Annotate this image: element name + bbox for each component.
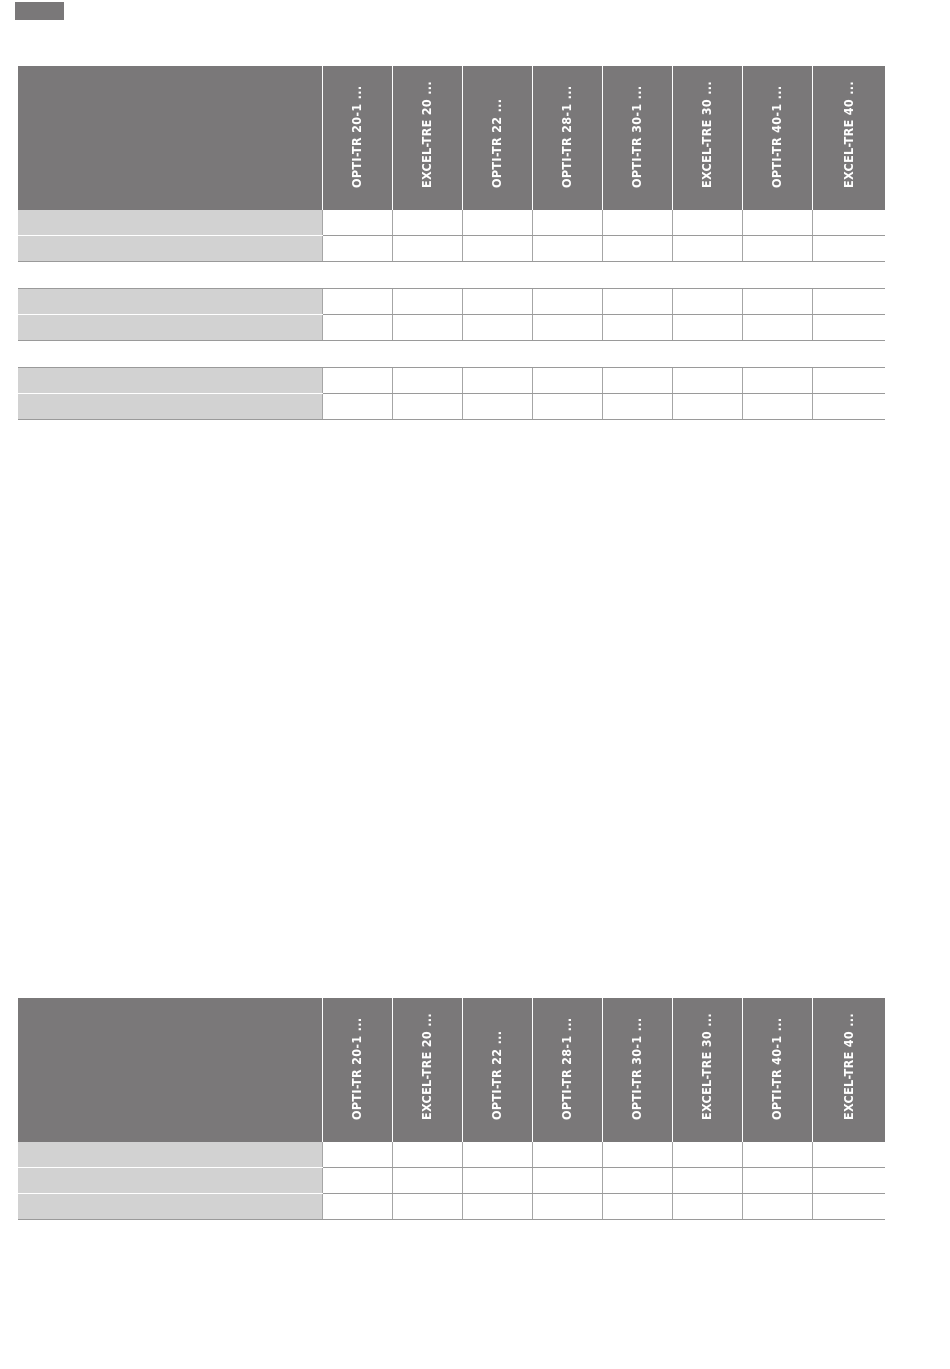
- column-header-label: EXCEL-TRE 20 ...: [419, 1013, 434, 1120]
- table-row: [18, 210, 885, 236]
- value-cell: [322, 1142, 392, 1168]
- value-cell: [742, 368, 812, 394]
- column-header-label: OPTI-TR 40-1 ...: [769, 1017, 784, 1120]
- value-cell: [742, 1168, 812, 1194]
- value-cell: [812, 394, 885, 420]
- value-cell: [602, 210, 672, 236]
- value-cell: [742, 236, 812, 262]
- value-cell: [462, 289, 532, 315]
- column-header: [392, 66, 462, 210]
- value-cell: [672, 1168, 742, 1194]
- row-label-cell: [18, 394, 322, 420]
- value-cell: [672, 1142, 742, 1168]
- value-cell: [602, 1194, 672, 1220]
- row-label-cell: [18, 210, 322, 236]
- row-label-cell: [18, 315, 322, 341]
- value-cell: [742, 394, 812, 420]
- column-header-label: OPTI-TR 28-1 ...: [559, 85, 574, 188]
- value-cell: [322, 1194, 392, 1220]
- value-cell: [812, 1142, 885, 1168]
- value-cell: [322, 210, 392, 236]
- table-row: [18, 236, 885, 262]
- column-header: [812, 998, 885, 1142]
- value-cell: [322, 236, 392, 262]
- column-header-label: OPTI-TR 20-1 ...: [349, 1017, 364, 1120]
- table-row: [18, 394, 885, 420]
- separator-cell: [18, 262, 885, 289]
- value-cell: [672, 368, 742, 394]
- value-cell: [462, 236, 532, 262]
- table-row: [18, 289, 885, 315]
- column-header: [672, 998, 742, 1142]
- row-label-cell: [18, 1168, 322, 1194]
- column-header: [462, 66, 532, 210]
- value-cell: [672, 289, 742, 315]
- value-cell: [322, 368, 392, 394]
- value-cell: [462, 1142, 532, 1168]
- table-row: [18, 368, 885, 394]
- value-cell: [322, 394, 392, 420]
- value-cell: [392, 210, 462, 236]
- value-cell: [532, 1142, 602, 1168]
- column-header-label: OPTI-TR 30-1 ...: [629, 1017, 644, 1120]
- column-header: [602, 998, 672, 1142]
- value-cell: [812, 236, 885, 262]
- table-body: [18, 1142, 885, 1220]
- value-cell: [602, 1142, 672, 1168]
- group-separator-row: [18, 341, 885, 368]
- column-header: [322, 998, 392, 1142]
- value-cell: [602, 289, 672, 315]
- spec-table-bottom: [18, 998, 885, 1220]
- value-cell: [602, 1168, 672, 1194]
- value-cell: [462, 315, 532, 341]
- column-header: [672, 66, 742, 210]
- value-cell: [812, 368, 885, 394]
- column-header-label: OPTI-TR 20-1 ...: [349, 85, 364, 188]
- column-header: [392, 998, 462, 1142]
- value-cell: [742, 315, 812, 341]
- group-separator-row: [18, 262, 885, 289]
- value-cell: [742, 1142, 812, 1168]
- value-cell: [392, 1142, 462, 1168]
- column-header-label: OPTI-TR 40-1 ...: [769, 85, 784, 188]
- value-cell: [392, 315, 462, 341]
- column-header-label: OPTI-TR 28-1 ...: [559, 1017, 574, 1120]
- value-cell: [392, 289, 462, 315]
- header-corner-cell: [18, 998, 322, 1142]
- column-header: [742, 66, 812, 210]
- value-cell: [742, 289, 812, 315]
- column-header-label: EXCEL-TRE 30 ...: [699, 81, 714, 188]
- row-label-cell: [18, 368, 322, 394]
- value-cell: [532, 236, 602, 262]
- table-row: [18, 1194, 885, 1220]
- value-cell: [672, 315, 742, 341]
- header-corner-cell: [18, 66, 322, 210]
- value-cell: [812, 1168, 885, 1194]
- column-header-label: EXCEL-TRE 40 ...: [840, 1013, 856, 1120]
- row-label-cell: [18, 1142, 322, 1168]
- value-cell: [392, 1194, 462, 1220]
- value-cell: [672, 1194, 742, 1220]
- row-label-cell: [18, 1194, 322, 1220]
- table-header-row: [18, 998, 885, 1142]
- column-header: [812, 66, 885, 210]
- value-cell: [462, 1168, 532, 1194]
- value-cell: [532, 210, 602, 236]
- row-label-cell: [18, 236, 322, 262]
- row-label-cell: [18, 289, 322, 315]
- column-header: [742, 998, 812, 1142]
- value-cell: [672, 210, 742, 236]
- column-header-label: EXCEL-TRE 40 ...: [840, 81, 856, 188]
- value-cell: [532, 1194, 602, 1220]
- value-cell: [462, 368, 532, 394]
- value-cell: [322, 1168, 392, 1194]
- value-cell: [602, 394, 672, 420]
- value-cell: [392, 368, 462, 394]
- value-cell: [322, 289, 392, 315]
- value-cell: [532, 368, 602, 394]
- value-cell: [532, 289, 602, 315]
- value-cell: [462, 1194, 532, 1220]
- table-row: [18, 315, 885, 341]
- value-cell: [812, 1194, 885, 1220]
- column-header-label: OPTI-TR 22 ...: [489, 1030, 504, 1120]
- value-cell: [392, 394, 462, 420]
- value-cell: [602, 315, 672, 341]
- value-cell: [742, 1194, 812, 1220]
- value-cell: [322, 315, 392, 341]
- column-header-label: EXCEL-TRE 30 ...: [699, 1013, 714, 1120]
- table-row: [18, 1142, 885, 1168]
- table-row: [18, 1168, 885, 1194]
- value-cell: [532, 1168, 602, 1194]
- column-header-label: EXCEL-TRE 20 ...: [419, 81, 434, 188]
- table-body: [18, 210, 885, 420]
- value-cell: [812, 210, 885, 236]
- table-header-row: [18, 66, 885, 210]
- separator-cell: [18, 341, 885, 368]
- value-cell: [602, 236, 672, 262]
- column-header: [602, 66, 672, 210]
- page-tab-marker: [15, 2, 64, 20]
- value-cell: [392, 1168, 462, 1194]
- value-cell: [462, 394, 532, 420]
- value-cell: [812, 315, 885, 341]
- value-cell: [742, 210, 812, 236]
- column-header-label: OPTI-TR 22 ...: [489, 98, 504, 188]
- value-cell: [672, 236, 742, 262]
- spec-table-top: [18, 66, 885, 420]
- column-header: [322, 66, 392, 210]
- column-header: [532, 66, 602, 210]
- value-cell: [462, 210, 532, 236]
- value-cell: [392, 236, 462, 262]
- value-cell: [532, 315, 602, 341]
- column-header: [462, 998, 532, 1142]
- column-header: [532, 998, 602, 1142]
- value-cell: [532, 394, 602, 420]
- value-cell: [672, 394, 742, 420]
- column-header-label: OPTI-TR 30-1 ...: [629, 85, 644, 188]
- value-cell: [602, 368, 672, 394]
- value-cell: [812, 289, 885, 315]
